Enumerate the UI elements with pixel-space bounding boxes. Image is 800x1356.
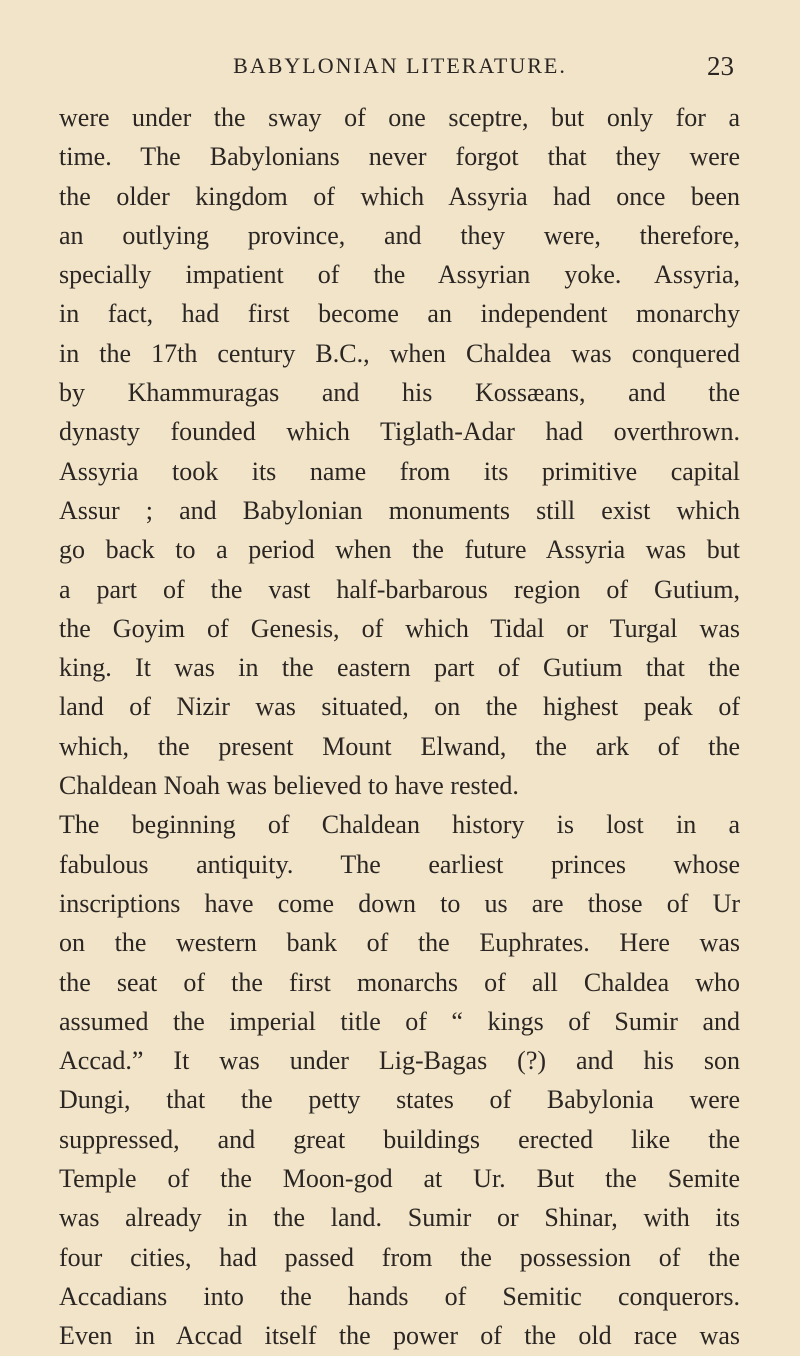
text-line: Temple of the Moon-god at Ur. But the Semite — [59, 1164, 740, 1194]
running-title: BABYLONIAN LITERATURE. — [233, 53, 567, 78]
text-line: go back to a period when the future Assyria was but — [59, 535, 740, 565]
text-line: was already in the land. Sumir or Shinar, with its — [59, 1203, 740, 1233]
text-line: were under the sway of one sceptre, but only for a — [59, 103, 740, 132]
text-line: by Khammuragas and his Kossæans, and the — [59, 378, 740, 408]
text-line: The beginning of Chaldean history is lost in a — [59, 810, 740, 840]
text-line: the older kingdom of which Assyria had once been — [59, 181, 740, 211]
text-line: land of Nizir was situated, on the highest peak of — [59, 692, 740, 722]
text-line: king. It was in the eastern part of Gutium that the — [59, 653, 740, 683]
text-line: a part of the vast half-barbarous region of Gutium, — [59, 574, 740, 604]
text-line: the Goyim of Genesis, of which Tidal or Turgal was — [59, 613, 740, 643]
text-line: specially impatient of the Assyrian yoke. Assyria, — [59, 260, 740, 290]
text-line: dynasty founded which Tiglath-Adar had overthrown. — [59, 417, 740, 447]
text-line: suppressed, and great buildings erected like the — [59, 1124, 740, 1154]
text-line: four cities, had passed from the possession of the — [59, 1242, 740, 1272]
page-number: 23 — [707, 51, 734, 81]
text-line: an outlying province, and they were, therefore, — [59, 220, 740, 250]
text-line: Assur ; and Babylonian monuments still exist which — [59, 495, 740, 525]
text-line: in fact, had first become an independent monarchy — [59, 299, 740, 329]
body-text — [59, 98, 740, 1356]
text-line: Even in Accad itself the power of the old race was — [59, 1321, 740, 1351]
text-line: time. The Babylonians never forgot that they were — [59, 142, 740, 172]
text-line: on the western bank of the Euphrates. Here was — [59, 928, 740, 958]
text-line: assumed the imperial title of “ kings of Sumir and — [59, 1006, 740, 1036]
text-line: Accadians into the hands of Semitic conquerors. — [59, 1281, 740, 1311]
text-line: fabulous antiquity. The earliest princes whose — [59, 849, 740, 879]
text-line: Assyria took its name from its primitive capital — [59, 456, 740, 486]
text-line: in the 17th century B.C., when Chaldea was conquered — [59, 338, 740, 368]
text-line: Chaldean Noah was believed to have rested. — [59, 771, 519, 801]
text-line: the seat of the first monarchs of all Chaldea who — [59, 967, 740, 997]
text-line: Dungi, that the petty states of Babylonia were — [59, 1085, 740, 1115]
text-line: inscriptions have come down to us are those of Ur — [59, 888, 740, 918]
text-line: which, the present Mount Elwand, the ark of the — [59, 731, 740, 761]
text-line: Accad.” It was under Lig-Bagas (?) and his son — [59, 1046, 740, 1076]
running-head — [60, 48, 740, 84]
